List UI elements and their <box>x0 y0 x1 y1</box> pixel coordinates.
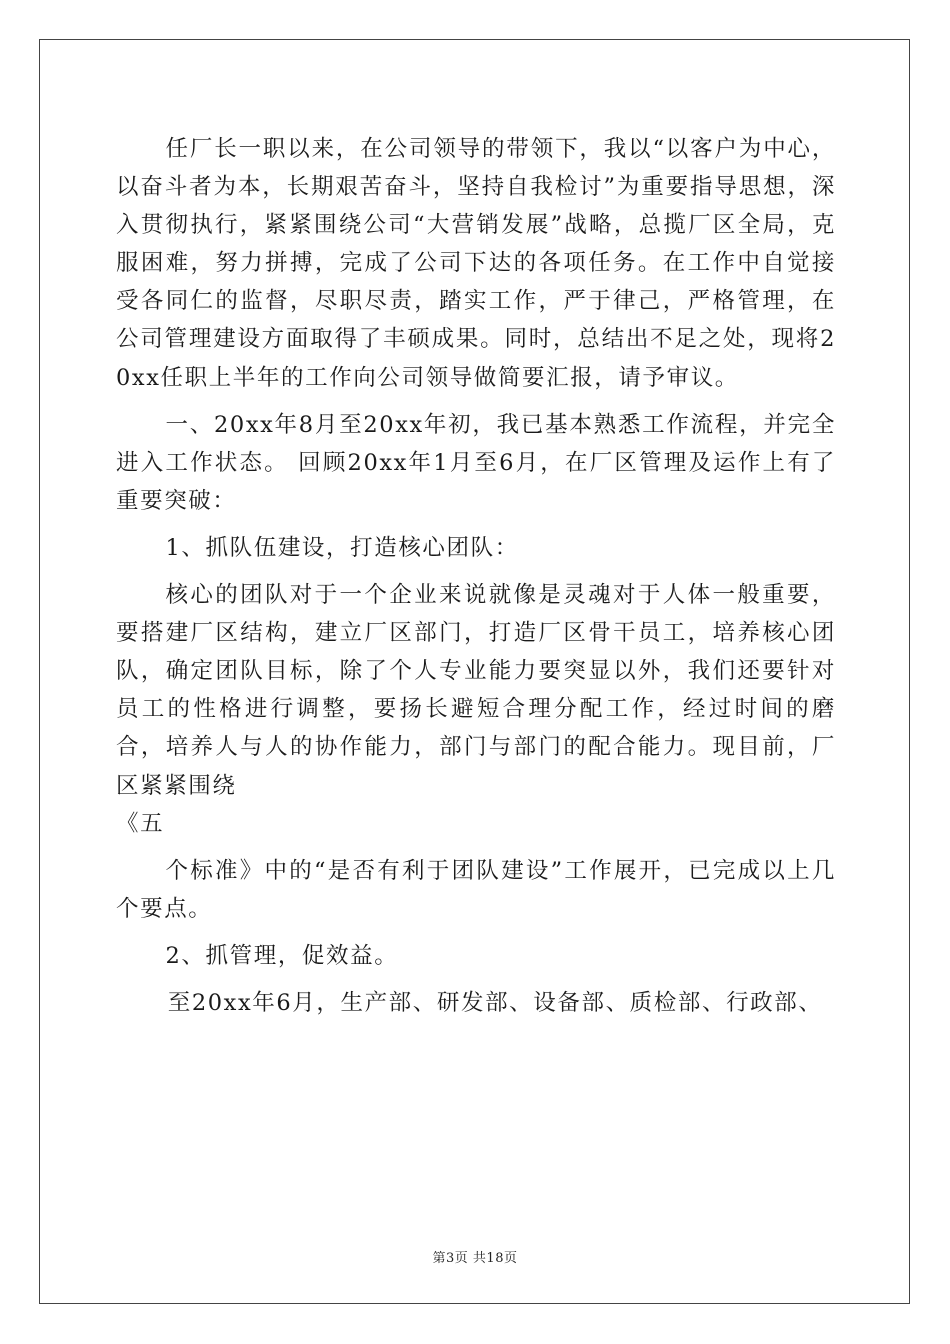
paragraph-core-team: 核心的团队对于一个企业来说就像是灵魂对于人体一般重要，要搭建厂区结构，建立厂区部门，打造厂区骨干员工，培养核心团队，确定团队目标，除了个人专业能力要突显以外，我们还要针对员工的性格进行调整，要扬长避短合理分配工作，经过时间的磨合，培养人与人的协作能力，部门与部门的配合能力。现目前，厂区紧紧围绕 <box>116 582 836 799</box>
paragraph-item-two-heading: 2、抓管理，促效益。 <box>165 942 399 969</box>
paragraph-departments: 至20xx年6月，生产部、研发部、设备部、质检部、行政部、 <box>167 989 823 1016</box>
paragraph-five-standards: 个标准》中的“是否有利于团队建设”工作展开，已完成以上几个要点。 <box>116 857 836 922</box>
page-number-footer: 第3页 共18页 <box>432 1251 518 1266</box>
paragraph-intro: 任厂长一职以来，在公司领导的带领下，我以“以客户为中心，以奋斗者为本，长期艰苦奋斗，坚持自我检讨”为重要指导思想，深入贯彻执行，紧紧围绕公司“大营销发展”战略，总揽厂区全局，克服困难，努力拼搏，完成了公司下达的各项任务。在工作中自觉接受各同仁的监督，尽职尽责，踏实工作，严于律己，严格管理，在公司管理建设方面取得了丰硕成果。同时，总结出不足之处，现将20xx任职上半年的工作向公司领导做简要汇报，请予审议。 <box>116 136 836 391</box>
document-body <box>116 130 836 1022</box>
paragraph-item-one-heading: 1、抓队伍建设，打造核心团队： <box>165 534 519 561</box>
paragraph-five-fragment: 《五 <box>116 810 165 837</box>
paragraph-section-one: 一、20xx年8月至20xx年初，我已基本熟悉工作流程，并完全进入工作状态。 回顾20xx年1月至6月，在厂区管理及运作上有了重要突破： <box>116 411 836 514</box>
